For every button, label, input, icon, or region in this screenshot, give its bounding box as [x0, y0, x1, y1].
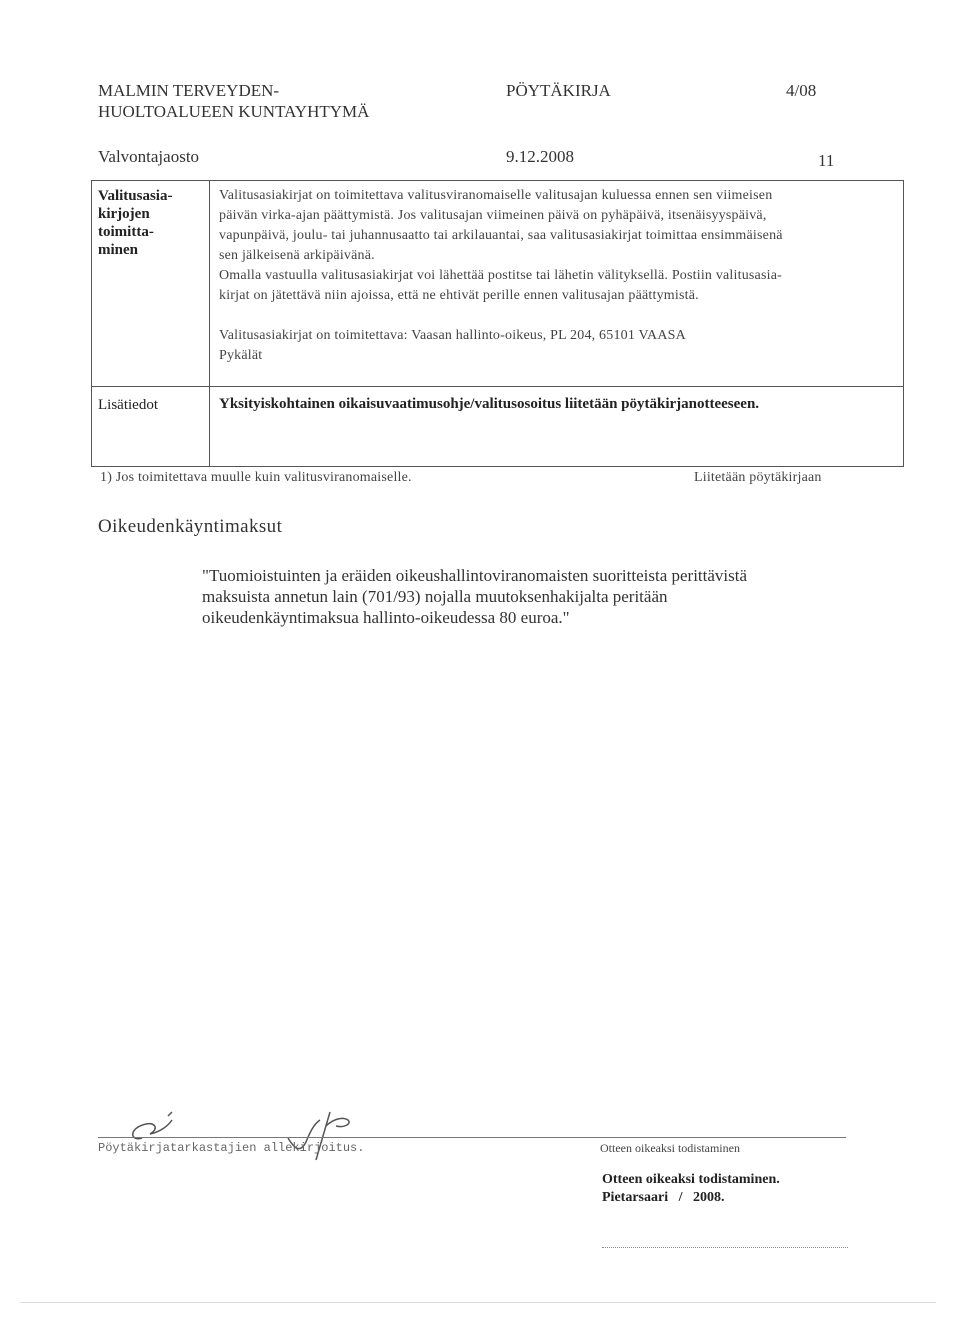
certifier-signature-line — [602, 1246, 848, 1248]
court-fees-heading: Oikeudenkäyntimaksut — [98, 516, 283, 537]
paragraph-line: sen jälkeisenä arkipäivänä. — [219, 248, 375, 263]
certification-block — [602, 1171, 780, 1207]
signature-line — [98, 1137, 846, 1138]
meeting-date: 9.12.2008 — [506, 147, 574, 166]
appeal-label-line: minen — [98, 242, 139, 258]
organization-name-line1: MALMIN TERVEYDEN- — [98, 81, 280, 100]
paragraph-line: vapunpäivä, joulu- tai juhannusaatto tai arkilauantai, saa valitusasiakirjat toimittaa ensimmäisenä — [219, 228, 783, 243]
appeal-address: Valitusasiakirjat on toimitettava: Vaasan hallinto-oikeus, PL 204, 65101 VAASA — [219, 328, 686, 343]
organization-name-line2: HUOLTOALUEEN KUNTAYHTYMÄ — [98, 102, 370, 121]
table-column-divider — [209, 180, 210, 466]
inspectors-signature-label: Pöytäkirjatarkastajien allekirjoitus. — [98, 1141, 365, 1155]
paragraph-line: kirjat on jätettävä niin ajoissa, että ne ehtivät perille ennen valitusajan päättymistä. — [219, 288, 699, 303]
paragraph-line: Valitusasiakirjat on toimitettava valitusviranomaiselle valitusajan kuluessa ennen sen viimeisen — [219, 188, 773, 203]
table-top-border — [91, 180, 904, 181]
paragraph-line: päivän virka-ajan päättymistä. Jos valitusajan viimeinen päivä on pyhäpäivä, itsenäisyyspäivä, — [219, 208, 767, 223]
quote-line: maksuista annetun lain (701/93) nojalla muutoksenhakijalta peritään — [202, 587, 668, 606]
table-row-divider — [91, 386, 904, 387]
appeal-sections: Pykälät — [219, 348, 263, 363]
document-number: 4/08 — [786, 81, 817, 100]
appeal-mailing-paragraph — [219, 266, 899, 306]
info-section-text: Yksityiskohtainen oikaisuvaatimusohje/valitusosoitus liitetään pöytäkirjanotteeseen. — [219, 396, 760, 412]
organization-name — [98, 80, 369, 122]
table-left-border — [91, 180, 92, 466]
appeal-label-line: Valitusasia- — [98, 188, 173, 204]
appeal-section-label — [98, 187, 172, 259]
quote-line: oikeudenkäyntimaksua hallinto-oikeudessa 80 euroa." — [202, 608, 570, 627]
paragraph-line: Omalla vastuulla valitusasiakirjat voi lähettää postitse tai lähetin välityksellä. Postiin valitusasia- — [219, 268, 782, 283]
appeal-label-line: toimitta- — [98, 224, 154, 240]
certification-place: Pietarsaari / 2008. — [602, 1190, 725, 1205]
footnote-left: 1) Jos toimitettava muulle kuin valitusviranomaiselle. — [100, 470, 412, 485]
appeal-label-line: kirjojen — [98, 206, 150, 222]
appeal-delivery-paragraph — [219, 186, 899, 266]
quote-line: "Tuomioistuinten ja eräiden oikeushallintoviranomaisten suoritteista perittävistä — [202, 566, 748, 585]
appeal-address-block — [219, 326, 899, 366]
certification-title: Otteen oikeaksi todistaminen. — [602, 1172, 780, 1187]
court-fees-quote — [202, 565, 747, 628]
document-type: PÖYTÄKIRJA — [506, 81, 611, 100]
page-number: 11 — [818, 151, 835, 170]
footnote-right: Liitetään pöytäkirjaan — [694, 470, 822, 485]
certification-label: Otteen oikeaksi todistaminen — [600, 1141, 740, 1155]
table-right-border — [903, 180, 904, 466]
scan-edge-line — [20, 1302, 936, 1303]
table-bottom-border — [91, 466, 904, 467]
committee-name: Valvontajaosto — [98, 147, 200, 166]
info-section-label: Lisätiedot — [98, 397, 158, 413]
